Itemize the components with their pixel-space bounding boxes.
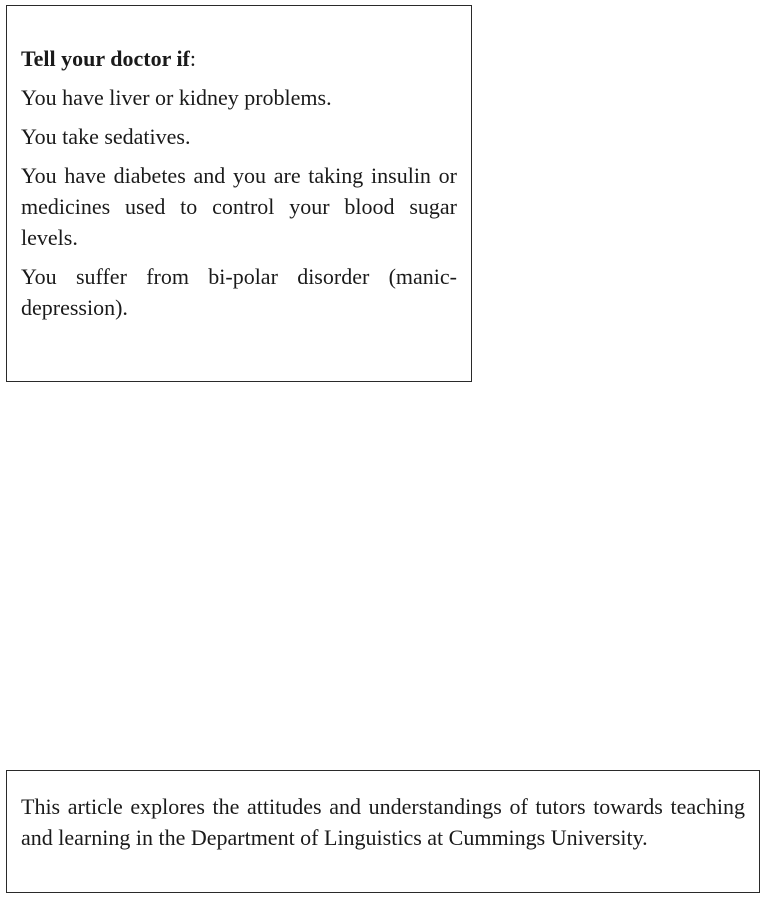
doctor-item-bipolar: You suffer from bi-polar disorder (manic-depression). [21,264,457,320]
doctor-item-sedatives: You take sedatives. [21,124,191,149]
doctor-item-liver-kidney: You have liver or kidney problems. [21,85,332,110]
article-summary-box [6,770,760,893]
doctor-item-diabetes: You have diabetes and you are taking insulin or medicines used to control your blood sugar levels. [21,163,457,250]
heading-colon: : [189,46,197,71]
doctor-advice-heading [21,44,457,74]
article-summary-text: This article explores the attitudes and understandings of tutors towards teaching and learning in the Department of Linguistics at Cummings University. [21,794,745,850]
doctor-advice-box [6,5,472,382]
heading-bold-text: Tell your doctor if [21,46,190,71]
